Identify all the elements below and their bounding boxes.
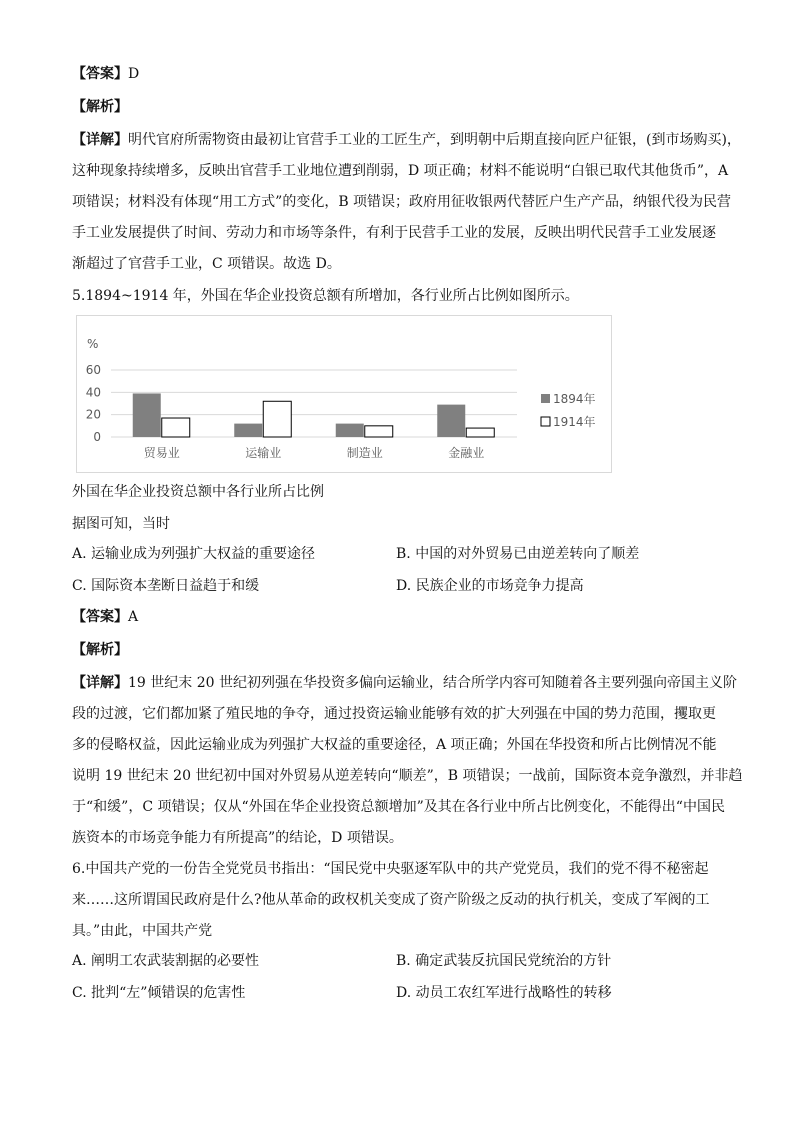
q5-detail-label: 【详解】 bbox=[72, 675, 128, 691]
q4-detail-line-1: 这种现象持续增多，反映出官营手工业地位遭到削弱，D 项正确；材料不能说明“白银已取代其他货币”，A bbox=[72, 163, 729, 179]
q5-answer-label: 【答案】 bbox=[72, 609, 128, 625]
q4-detail-line-3: 手工业发展提供了时间、劳动力和市场等条件，有利于民营手工业的发展，反映出明代民营手工业发展逐 bbox=[72, 225, 716, 241]
q5-answer bbox=[72, 607, 138, 627]
bar-1914年-贸易业 bbox=[162, 418, 190, 437]
q4-answer-value: D bbox=[128, 66, 140, 82]
q5-option-a[interactable]: A. 运输业成为列强扩大权益的重要途径 bbox=[72, 546, 316, 562]
bar-1894年-运输业 bbox=[234, 424, 262, 437]
q4-answer-label: 【答案】 bbox=[72, 66, 128, 82]
q5-answer-value: A bbox=[128, 609, 139, 625]
q5-option-c[interactable]: C. 国际资本垄断日益趋于和缓 bbox=[72, 578, 260, 594]
bar-1914年-制造业 bbox=[365, 426, 393, 437]
legend-label-0: 1894年 bbox=[553, 392, 596, 406]
q4-answer bbox=[72, 64, 139, 84]
y-tick-label: 40 bbox=[85, 385, 101, 400]
q6-option-d[interactable]: D. 动员工农红军进行战略性的转移 bbox=[396, 985, 612, 1001]
legend-label-1: 1914年 bbox=[553, 415, 596, 429]
q5-detail-line-5: 族资本的市场竞争能力有所提高”的结论，D 项错误。 bbox=[72, 830, 403, 846]
q5-stem: 5.1894~1914 年，外国在华企业投资总额有所增加，各行业所占比例如图所示。 bbox=[72, 288, 579, 304]
bar-1894年-制造业 bbox=[336, 424, 364, 437]
q5-detail-line-4: 于“和缓”，C 项错误；仅从“外国在华企业投资总额增加”及其在各行业中所占比例变化，不能得出“中国民 bbox=[72, 799, 725, 815]
q6-option-b[interactable]: B. 确定武装反抗国民党统治的方针 bbox=[396, 953, 612, 969]
bar-1914年-运输业 bbox=[263, 401, 291, 437]
bar-1914年-金融业 bbox=[466, 428, 494, 437]
y-tick-label: 60 bbox=[85, 363, 101, 377]
q6-option-c[interactable]: C. 批判“左”倾错误的危害性 bbox=[72, 985, 246, 1001]
q6-stem-line-0: 6.中国共产党的一份告全党党员书指出：“国民党中央驱逐军队中的共产党党员，我们的党不得不秘密起 bbox=[72, 861, 709, 877]
q4-detail-line-0: 【详解】明代官府所需物资由最初让官营手工业的工匠生产，到明朝中后期直接向匠户征银，(到市场购买)， bbox=[72, 132, 741, 148]
bar-1894年-贸易业 bbox=[133, 393, 161, 437]
y-tick-label: 20 bbox=[85, 407, 101, 422]
q5-option-b[interactable]: B. 中国的对外贸易已由逆差转向了顺差 bbox=[396, 546, 640, 562]
x-tick-label: 金融业 bbox=[448, 446, 485, 460]
y-tick-label: 0 bbox=[93, 430, 101, 444]
q5-detail-line-1: 段的过渡，它们都加紧了殖民地的争夺，通过投资运输业能够有效的扩大列强在中国的势力范围，攫取更 bbox=[72, 706, 716, 722]
q5-detail-line-0: 【详解】19 世纪末 20 世纪初列强在华投资多偏向运输业，结合所学内容可知随着各主要列强向帝国主义阶 bbox=[72, 675, 737, 691]
bar-1894年-金融业 bbox=[437, 405, 465, 437]
q5-bar-chart bbox=[76, 315, 612, 473]
q5-caption: 外国在华企业投资总额中各行业所占比例 bbox=[72, 484, 324, 500]
x-tick-label: 运输业 bbox=[245, 446, 282, 460]
q6-stem-line-1: 来……这所谓国民政府是什么?他从革命的政权机关变成了资产阶级之反动的执行机关，变成了军阀的工 bbox=[72, 892, 710, 908]
x-tick-label: 制造业 bbox=[346, 446, 383, 460]
legend-swatch-0 bbox=[541, 394, 550, 403]
q5-option-d[interactable]: D. 民族企业的市场竞争力提高 bbox=[396, 578, 584, 594]
q6-option-a[interactable]: A. 阐明工农武装割据的必要性 bbox=[72, 953, 260, 969]
q6-stem-line-2: 具。”由此，中国共产党 bbox=[72, 923, 213, 939]
y-unit-label: % bbox=[87, 337, 99, 351]
q4-detail-label: 【详解】 bbox=[72, 132, 128, 148]
bar-chart-svg bbox=[77, 316, 611, 472]
q4-detail-line-4: 渐超过了官营手工业，C 项错误。故选 D。 bbox=[72, 256, 341, 272]
q4-detail-line-2: 项错误；材料没有体现“用工方式”的变化，B 项错误；政府用征收银两代替匠户生产产品，纳银代役为民营 bbox=[72, 194, 732, 210]
legend-swatch-1 bbox=[541, 417, 550, 426]
q5-detail-line-3: 说明 19 世纪末 20 世纪初中国对外贸易从逆差转向“顺差”，B 项错误；一战前，国际资本竞争激烈，并非趋 bbox=[72, 768, 743, 784]
q4-analysis-label: 【解析】 bbox=[72, 99, 128, 115]
q5-analysis-label: 【解析】 bbox=[72, 642, 128, 658]
q5-prompt: 据图可知，当时 bbox=[72, 516, 170, 532]
x-tick-label: 贸易业 bbox=[143, 446, 180, 460]
q5-detail-line-2: 多的侵略权益，因此运输业成为列强扩大权益的重要途径，A 项正确；外国在华投资和所占比例情况不能 bbox=[72, 737, 717, 753]
